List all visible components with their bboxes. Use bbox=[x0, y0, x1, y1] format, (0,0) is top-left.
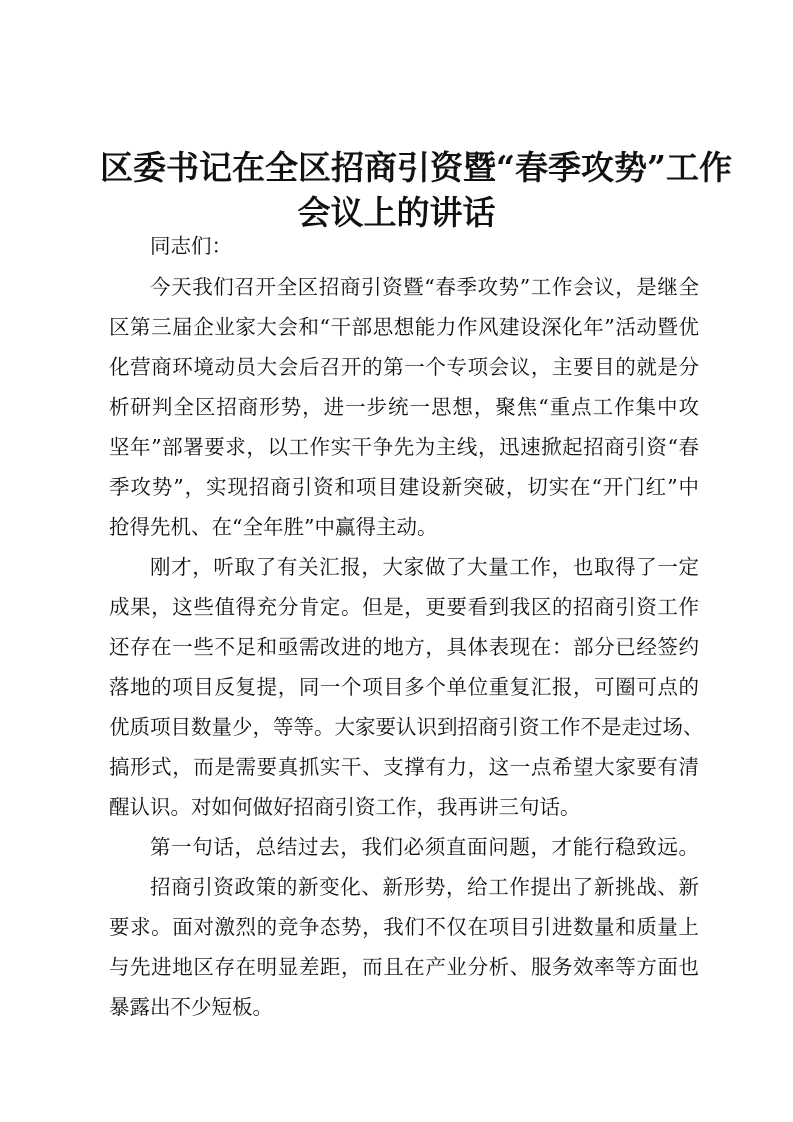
paragraph-line: 落地的项目反复提，同一个项目多个单位重复汇报，可圈可点的 bbox=[109, 675, 699, 699]
document-title-line-2: 会议上的讲话 bbox=[297, 193, 496, 232]
paragraph-line: 区第三届企业家大会和“干部思想能力作风建设深化年”活动暨优 bbox=[109, 315, 699, 339]
paragraph-line: 今天我们召开全区招商引资暨“春季攻势”工作会议，是继全 bbox=[150, 275, 699, 299]
paragraph-line: 析研判全区招商形势，进一步统一思想，聚焦“重点工作集中攻 bbox=[109, 395, 699, 419]
paragraph-line: 搞形式，而是需要真抓实干、支撑有力，这一点希望大家要有清 bbox=[109, 755, 699, 779]
document-title-line-1: 区委书记在全区招商引资暨“春季攻势”工作 bbox=[100, 148, 732, 187]
paragraph-line: 刚才，听取了有关汇报，大家做了大量工作，也取得了一定 bbox=[150, 555, 699, 579]
paragraph-line: 优质项目数量少，等等。大家要认识到招商引资工作不是走过场、 bbox=[109, 715, 704, 739]
paragraph-line: 暴露出不少短板。 bbox=[109, 995, 273, 1019]
section-heading-line: 第一句话，总结过去，我们必须直面问题，才能行稳致远。 bbox=[150, 835, 699, 859]
paragraph-line: 抢得先机、在“全年胜”中赢得主动。 bbox=[109, 515, 438, 539]
paragraph-line: 与先进地区存在明显差距，而且在产业分析、服务效率等方面也 bbox=[109, 955, 699, 979]
paragraph-line: 招商引资政策的新变化、新形势，给工作提出了新挑战、新 bbox=[150, 875, 699, 899]
paragraph-line: 化营商环境动员大会后召开的第一个专项会议，主要目的就是分 bbox=[109, 355, 699, 379]
paragraph-line: 季攻势”，实现招商引资和项目建设新突破，切实在“开门红”中 bbox=[109, 475, 699, 499]
paragraph-line: 还存在一些不足和亟需改进的地方，具体表现在：部分已经签约 bbox=[109, 635, 699, 659]
salutation: 同志们： bbox=[150, 234, 232, 258]
paragraph-line: 坚年”部署要求，以工作实干争先为主线，迅速掀起招商引资“春 bbox=[109, 435, 699, 459]
paragraph-line: 醒认识。对如何做好招商引资工作，我再讲三句话。 bbox=[109, 795, 581, 819]
paragraph-line: 要求。面对激烈的竞争态势，我们不仅在项目引进数量和质量上 bbox=[109, 915, 699, 939]
paragraph-line: 成果，这些值得充分肯定。但是，更要看到我区的招商引资工作 bbox=[109, 595, 699, 619]
